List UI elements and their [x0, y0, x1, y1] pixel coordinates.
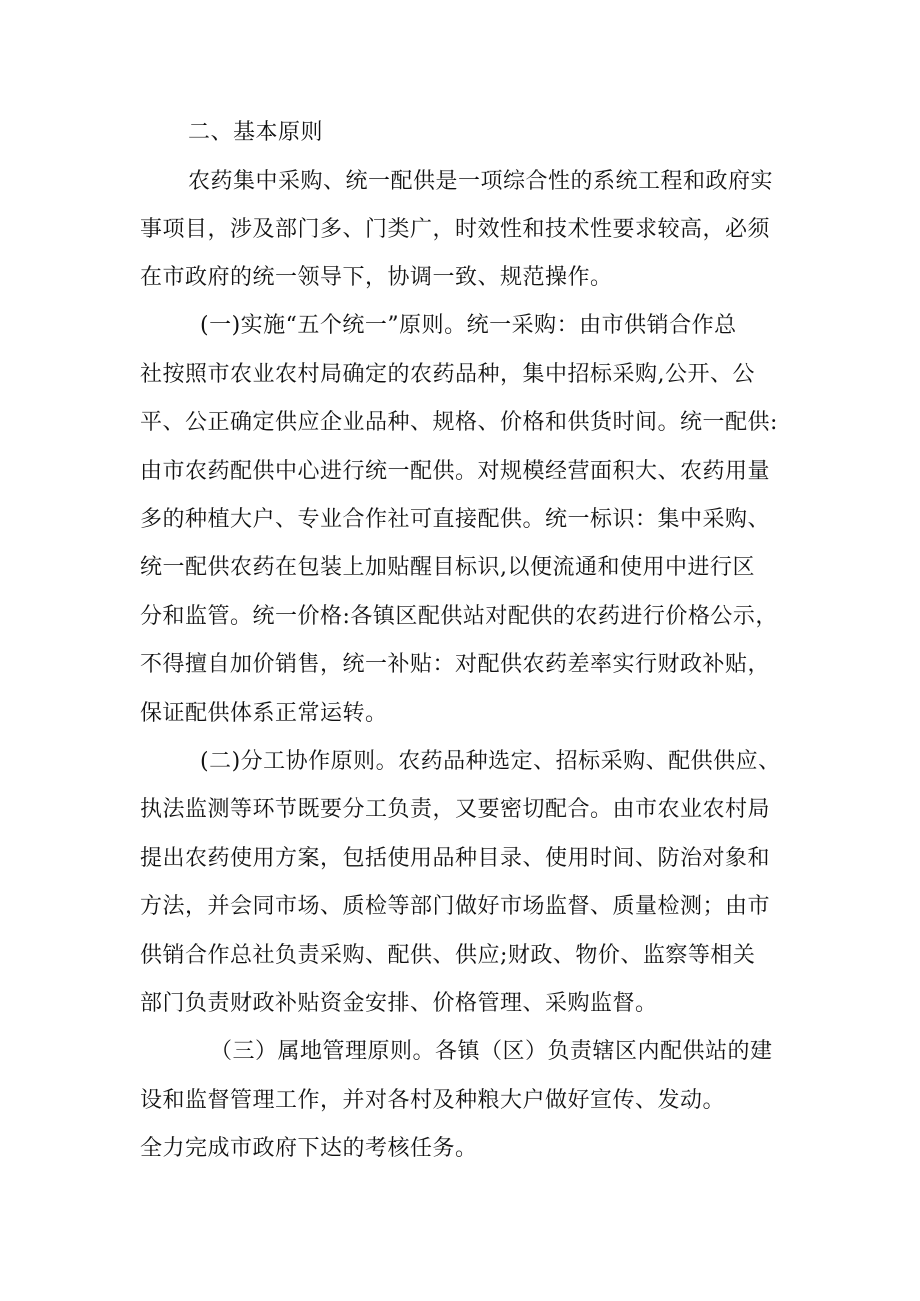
paragraph-line: 农药集中采购、统一配供是一项综合性的系统工程和政府实 [188, 169, 774, 194]
paragraph-line: 部门负责财政补贴资金安排、价格管理、采购监督。 [140, 991, 658, 1016]
paragraph-line: 事项目，涉及部门多、门类广，时效性和技术性要求较高，必须 [140, 217, 771, 242]
paragraph-line: 方法，并会同市场、质检等部门做好市场监督、质量检测；由市 [140, 894, 771, 919]
paragraph-line: 平、公正确定供应企业品种、规格、价格和供货时间。统一配供: [140, 410, 778, 435]
paragraph-line: 不得擅自加价销售，统一补贴：对配供农药差率实行财政补贴， [140, 652, 771, 677]
paragraph-line: 供销合作总社负责采购、配供、供应;财政、物价、监察等相关 [140, 943, 756, 968]
paragraph-line: 分和监管。统一价格:各镇区配供站对配供的农药进行价格公示， [140, 604, 778, 629]
paragraph-line: (二)分工协作原则。农药品种选定、招标采购、配供供应、 [200, 749, 781, 774]
paragraph-line: 提出农药使用方案，包括使用品种目录、使用时间、防治对象和 [140, 846, 771, 871]
paragraph-line: 社按照市农业农村局确定的农药品种，集中招标采购,公开、公 [140, 362, 755, 387]
paragraph-line: 多的种植大户、专业合作社可直接配供。统一标识：集中采购、 [140, 507, 771, 532]
paragraph-line: 全力完成市政府下达的考核任务。 [140, 1136, 478, 1161]
paragraph-line: 在市政府的统一领导下，协调一致、规范操作。 [140, 265, 613, 290]
paragraph-line: 统一配供农药在包装上加贴醒目标识,以便流通和使用中进行区 [140, 555, 755, 580]
paragraph-line: （三）属地管理原则。各镇（区）负责辖区内配供站的建 [210, 1039, 773, 1064]
paragraph-line: (一)实施“五个统一”原则。统一采购：由市供销合作总 [200, 313, 737, 338]
paragraph-line: 设和监督管理工作，并对各村及种粮大户做好宣传、发动。 [140, 1088, 726, 1113]
paragraph-line: 执法监测等环节既要分工负责，又要密切配合。由市农业农村局 [140, 797, 771, 822]
section-heading: 二、基本原则 [188, 120, 324, 145]
paragraph-line: 由市农药配供中心进行统一配供。对规模经营面积大、农药用量 [140, 459, 771, 484]
paragraph-line: 保证配供体系正常运转。 [140, 701, 388, 726]
